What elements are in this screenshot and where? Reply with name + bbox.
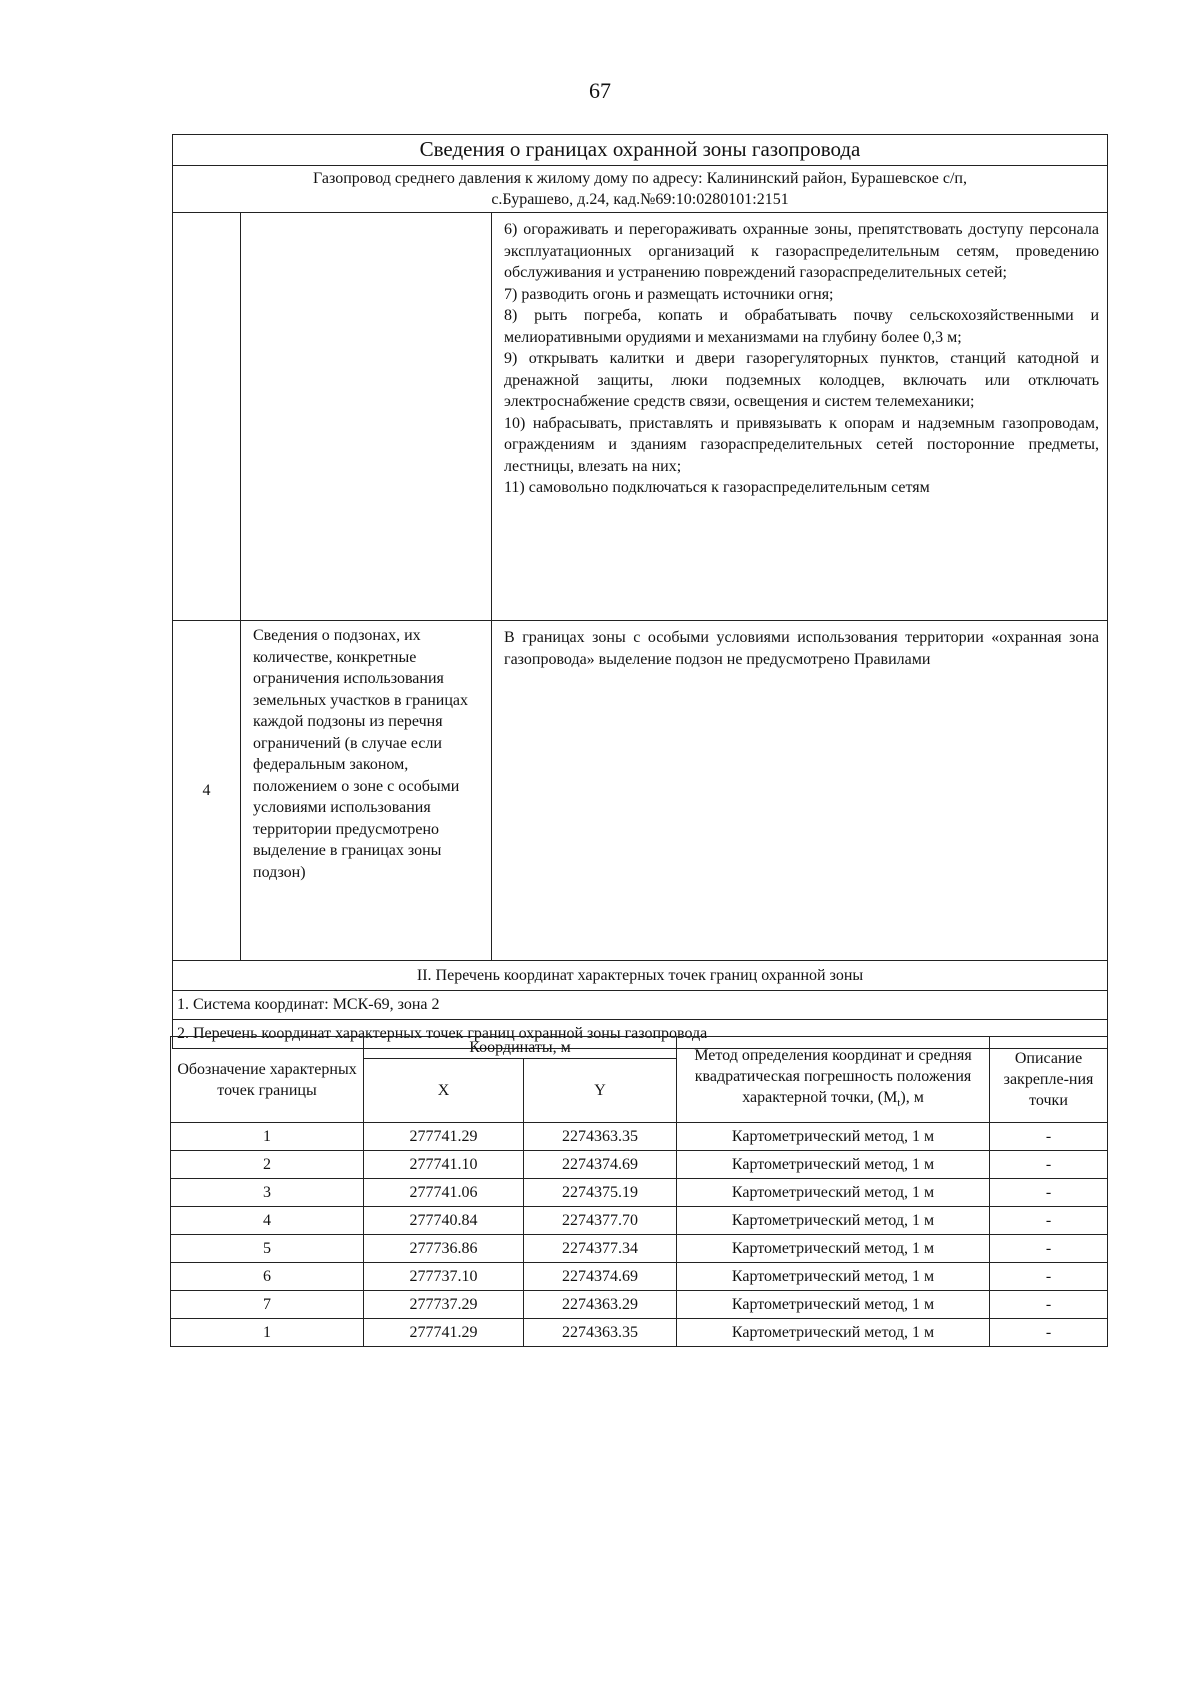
- table-row: [171, 1207, 1108, 1235]
- coordinates-table: [170, 1036, 1108, 1347]
- cell-method: Картометрический метод, 1 м: [677, 1235, 990, 1263]
- row-4-number: 4: [173, 621, 241, 961]
- row-4-description: Сведения о подзонах, их количестве, конкретные ограничения использования земельных участков в границах каждой подзоны из перечня ограничений (в случае если федеральным законом, положением о зоне с особыми условиями использования территории предусмотрено выделение в границах зоны подзон): [241, 621, 492, 961]
- cell-desc: -: [990, 1151, 1108, 1179]
- cell-point: 3: [171, 1179, 364, 1207]
- restriction-item: 10) набрасывать, приставлять и привязывать к опорам и надземным газопроводам, ограждениям и зданиям газораспределительных сетей посторонние предметы, лестницы, влезать на них;: [504, 414, 1100, 475]
- zone-info-table: [172, 134, 1108, 1049]
- cell-x: 277740.84: [364, 1207, 524, 1235]
- page-number: 67: [589, 78, 611, 103]
- cell-y: 2274375.19: [524, 1179, 677, 1207]
- table-row: [171, 1291, 1108, 1319]
- cell-point: 1: [171, 1123, 364, 1151]
- table-row: [171, 1179, 1108, 1207]
- header-coordinates: Координаты, м: [364, 1037, 677, 1059]
- table-row: [171, 1123, 1108, 1151]
- cell-x: 277737.10: [364, 1263, 524, 1291]
- table-row: [171, 1263, 1108, 1291]
- cell-method: Картометрический метод, 1 м: [677, 1263, 990, 1291]
- restriction-item: 6) огораживать и перегораживать охранные зоны, препятствовать доступу персонала эксплуатационных организаций к газораспределительным сетям, проведению обслуживания и устранению повреждений газораспределительных сетей;: [504, 221, 1100, 281]
- cell-x: 277741.29: [364, 1123, 524, 1151]
- cell-x: 277736.86: [364, 1235, 524, 1263]
- cell-method: Картометрический метод, 1 м: [677, 1319, 990, 1347]
- cell-method: Картометрический метод, 1 м: [677, 1123, 990, 1151]
- table-row: [171, 1235, 1108, 1263]
- section-2-title: II. Перечень координат характерных точек границ охранной зоны: [173, 961, 1108, 991]
- cell-y: 2274363.35: [524, 1123, 677, 1151]
- cell-x: 277737.29: [364, 1291, 524, 1319]
- cell-method: Картометрический метод, 1 м: [677, 1151, 990, 1179]
- coordinates-rows: [171, 1123, 1108, 1347]
- coordinate-system: 1. Система координат: МСК-69, зона 2: [173, 991, 1108, 1020]
- header-point: Обозначение характерных точек границы: [171, 1037, 364, 1123]
- cell-x: 277741.06: [364, 1179, 524, 1207]
- cell-point: 6: [171, 1263, 364, 1291]
- cell-y: 2274374.69: [524, 1263, 677, 1291]
- cell-point: 4: [171, 1207, 364, 1235]
- table-row: [171, 1151, 1108, 1179]
- cell-desc: -: [990, 1319, 1108, 1347]
- header-x: X: [364, 1059, 524, 1123]
- points-list-title: 2. Перечень координат характерных точек границ охранной зоны газопровода: [173, 1020, 1108, 1049]
- cell-y: 2274377.34: [524, 1235, 677, 1263]
- document-subtitle: [173, 166, 1108, 213]
- cell-point: 2: [171, 1151, 364, 1179]
- cell-desc: -: [990, 1291, 1108, 1319]
- table-row: [171, 1319, 1108, 1347]
- restrictions-list: [492, 213, 1108, 621]
- cell-desc: -: [990, 1263, 1108, 1291]
- subtitle-line-2: с.Бурашево, д.24, кад.№69:10:0280101:2151: [491, 191, 789, 208]
- cell-desc: -: [990, 1179, 1108, 1207]
- restriction-item: 8) рыть погреба, копать и обрабатывать почву сельскохозяйственными и мелиоративными орудиями и механизмами на глубину более 0,3 м;: [504, 307, 1100, 346]
- cell-point: 7: [171, 1291, 364, 1319]
- cell-x: 277741.10: [364, 1151, 524, 1179]
- cell-desc: -: [990, 1123, 1108, 1151]
- restriction-item: 11) самовольно подключаться к газораспределительным сетям: [504, 479, 930, 496]
- cell-method: Картометрический метод, 1 м: [677, 1207, 990, 1235]
- cell-y: 2274377.70: [524, 1207, 677, 1235]
- document-title: Сведения о границах охранной зоны газопровода: [173, 135, 1108, 166]
- header-y: Y: [524, 1059, 677, 1123]
- restriction-item: 7) разводить огонь и размещать источники огня;: [504, 285, 834, 303]
- cell-point: 1: [171, 1319, 364, 1347]
- header-description: Описание закрепле-ния точки: [990, 1037, 1108, 1123]
- cell-point: 5: [171, 1235, 364, 1263]
- cell-desc: -: [990, 1207, 1108, 1235]
- cell-desc: -: [990, 1235, 1108, 1263]
- subtitle-line-1: Газопровод среднего давления к жилому дому по адресу: Калининский район, Бурашевское с/п,: [313, 170, 967, 187]
- row-4-value: В границах зоны с особыми условиями использования территории «охранная зона газопровода» выделение подзон не предусмотрено Правилами: [492, 621, 1108, 961]
- cell-x: 277741.29: [364, 1319, 524, 1347]
- cell-method: Картометрический метод, 1 м: [677, 1179, 990, 1207]
- restrictions-desc-cell: [241, 213, 492, 621]
- cell-y: 2274374.69: [524, 1151, 677, 1179]
- restrictions-num-cell: [173, 213, 241, 621]
- cell-method: Картометрический метод, 1 м: [677, 1291, 990, 1319]
- header-method: Метод определения координат и средняя квадратическая погрешность положения характерной точки, $(M_t)$, м: [677, 1037, 990, 1123]
- cell-y: 2274363.29: [524, 1291, 677, 1319]
- cell-y: 2274363.35: [524, 1319, 677, 1347]
- restriction-item: 9) открывать калитки и двери газорегуляторных пунктов, станций катодной и дренажной защиты, люки подземных колодцев, включать или отключать электроснабжение средств связи, освещения и систем телемеханики;: [504, 350, 1100, 410]
